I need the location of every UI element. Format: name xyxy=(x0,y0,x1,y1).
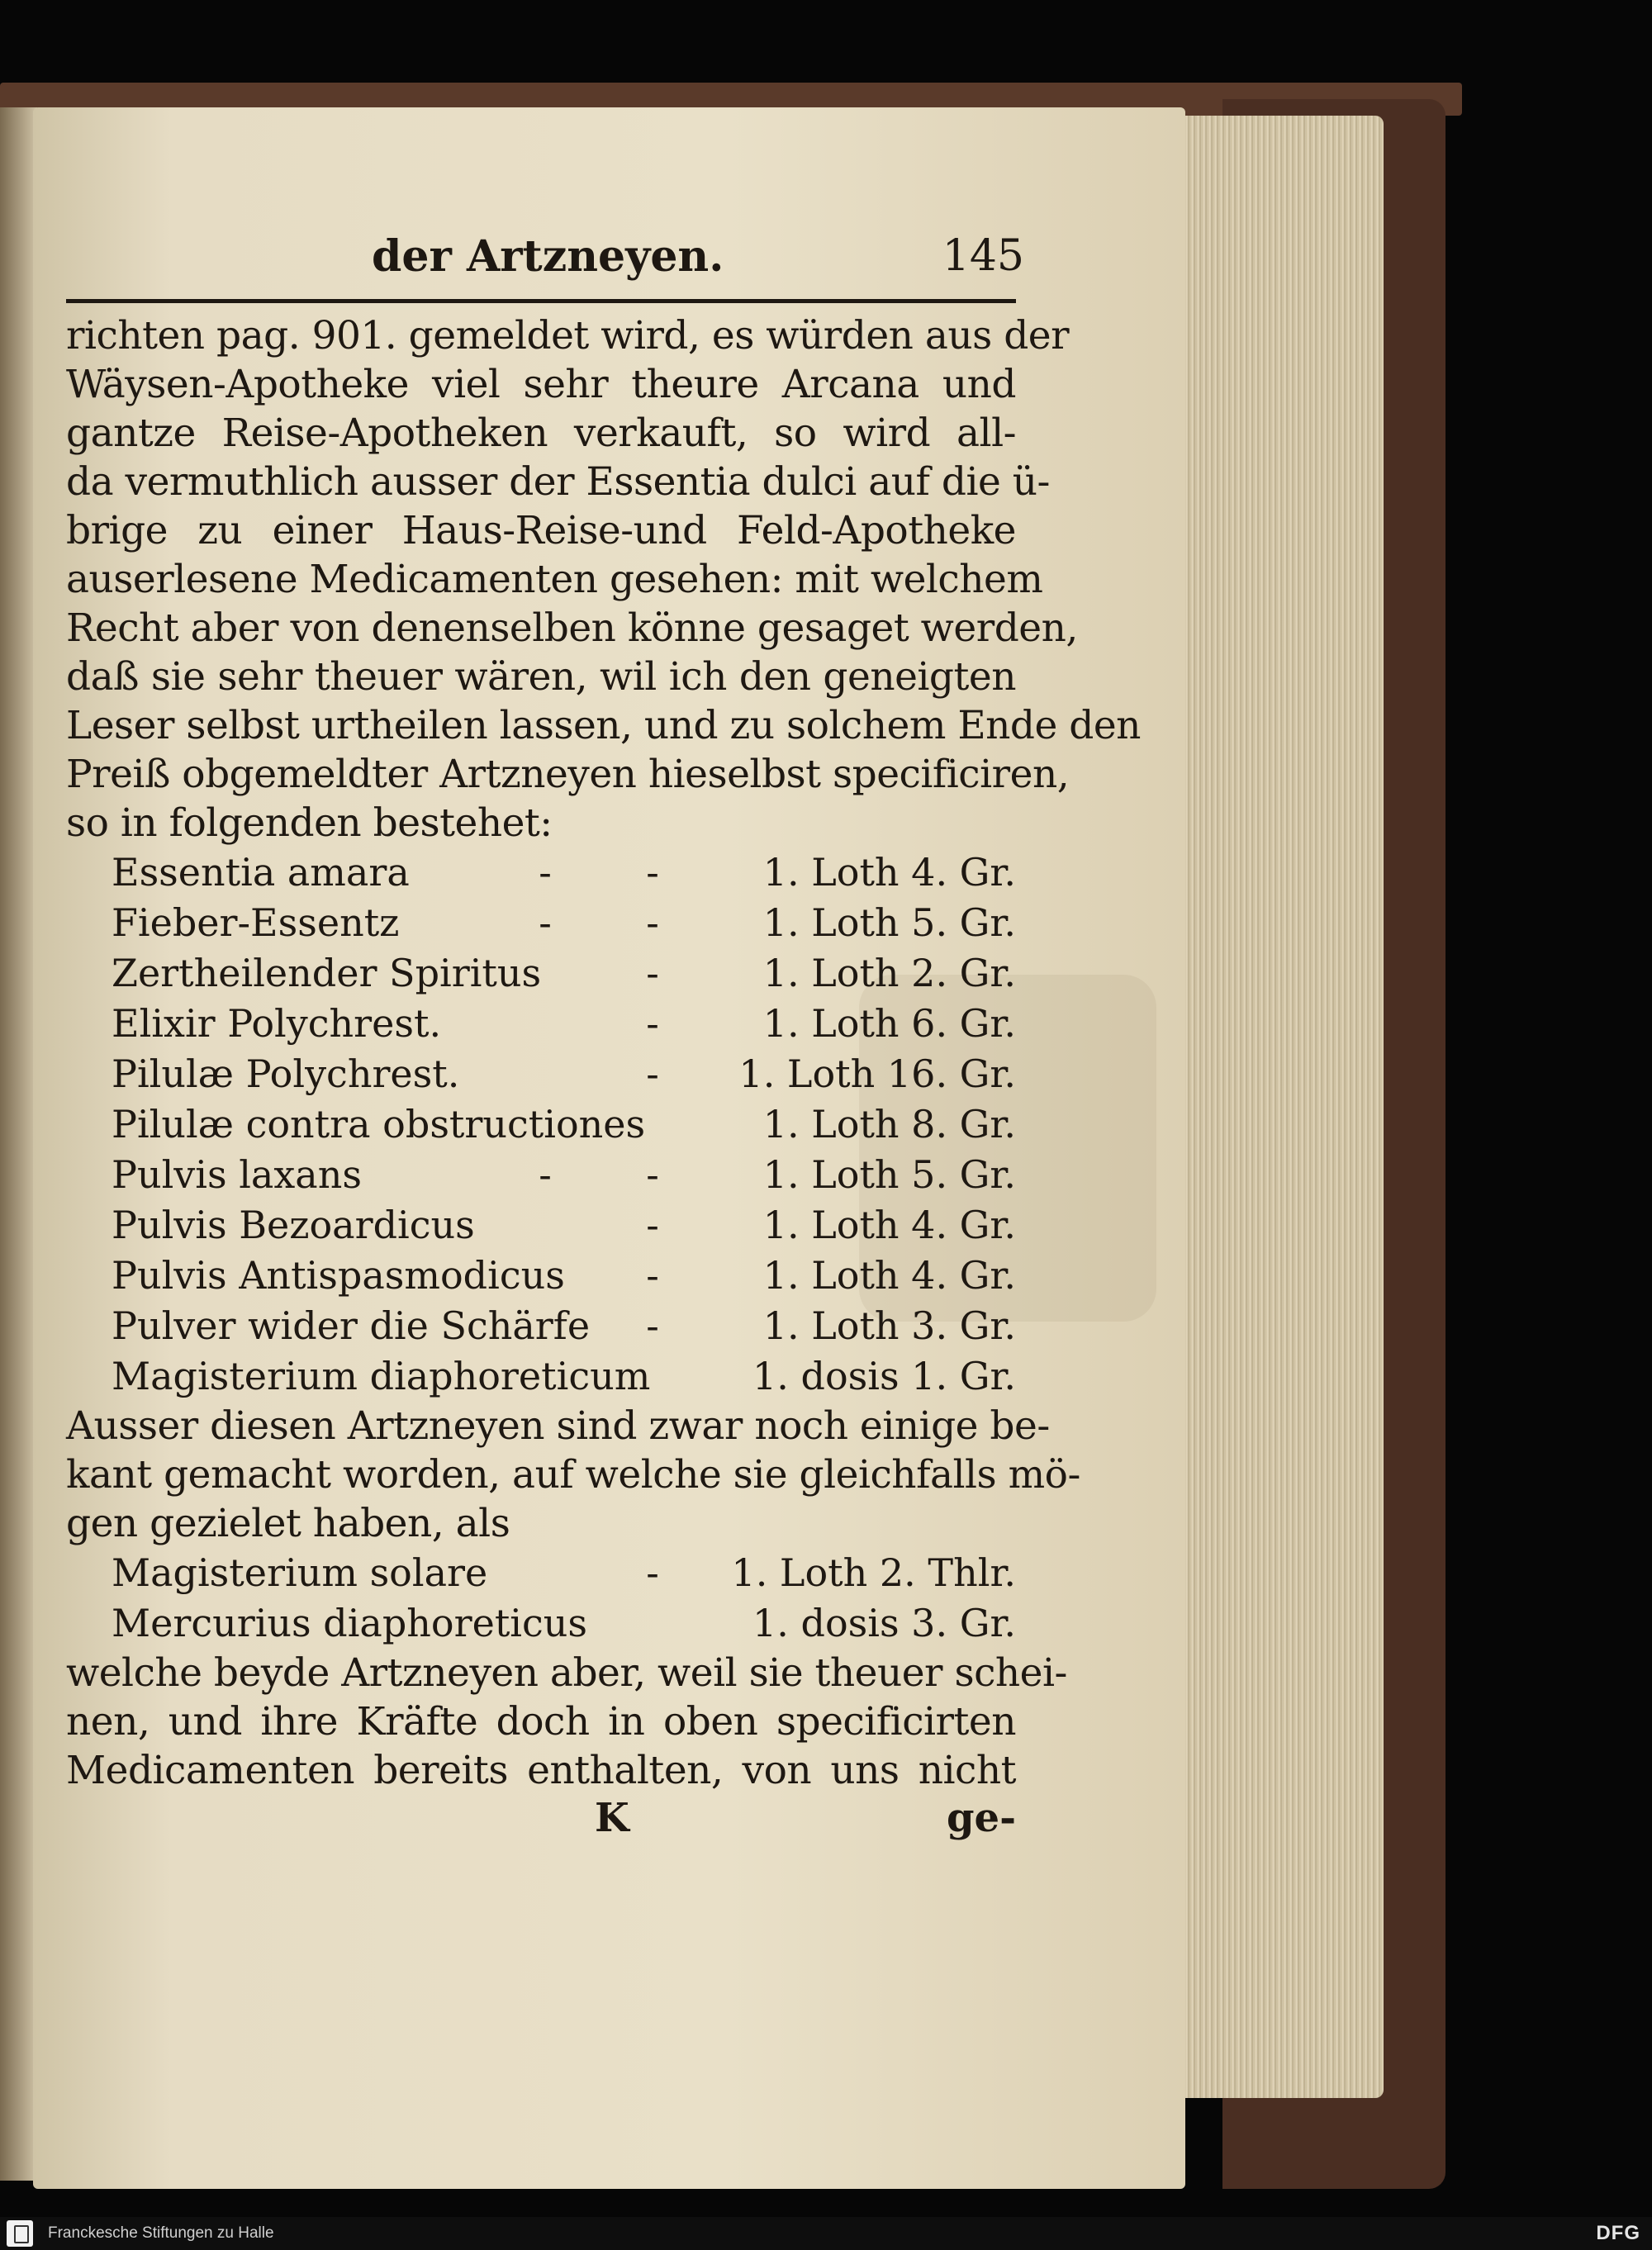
price-list-item xyxy=(66,999,1016,1049)
item-dash xyxy=(483,999,607,1049)
item-dash xyxy=(483,1548,607,1598)
item-dash: - xyxy=(646,850,659,895)
item-name: Pulvis Antispasmodicus xyxy=(112,1253,565,1298)
text-line: Leser selbst urtheilen lassen, und zu solchem Ende den xyxy=(66,703,1141,748)
item-dash: - xyxy=(646,1051,659,1096)
item-dash xyxy=(483,1598,607,1649)
text-line: Medicamenten bereits enthalten, von uns nicht xyxy=(66,1748,1016,1793)
extra-price-list xyxy=(66,1548,1016,1649)
page-text-block xyxy=(66,223,1141,1844)
library-logo-icon[interactable] xyxy=(7,2220,33,2247)
price-list-item xyxy=(66,1301,1016,1351)
running-title: der Artzneyen. xyxy=(372,231,724,282)
intro-paragraph xyxy=(66,311,1141,847)
text-line: kant gemacht worden, auf welche sie gleichfalls mö- xyxy=(66,1452,1080,1498)
item-name: Magisterium diaphoreticum xyxy=(112,1354,651,1398)
price-list-item xyxy=(66,898,1016,948)
item-name: Pulvis laxans xyxy=(112,1152,362,1197)
item-price: 1. Loth 5. Gr. xyxy=(762,1152,1016,1197)
item-dash xyxy=(483,1351,607,1402)
text-line: brige zu einer Haus-Reise-und Feld-Apotheke xyxy=(66,508,1016,553)
text-line: da vermuthlich ausser der Essentia dulci auf die ü- xyxy=(66,459,1050,505)
item-price: 1. Loth 6. Gr. xyxy=(762,1001,1016,1046)
price-list-item xyxy=(66,1049,1016,1099)
item-dash xyxy=(483,1301,607,1351)
text-line: nen, und ihre Kräfte doch in oben specificirten xyxy=(66,1699,1016,1744)
item-dash xyxy=(483,1251,607,1301)
item-name: Elixir Polychrest. xyxy=(112,1001,442,1046)
item-dash: - xyxy=(646,951,659,995)
signature-mark: K xyxy=(595,1795,629,1841)
text-line: gantze Reise-Apotheken verkauft, so wird all- xyxy=(66,411,1016,456)
item-price: 1. dosis 1. Gr. xyxy=(752,1354,1016,1398)
item-dash: - xyxy=(646,900,659,945)
text-line: richten pag. 901. gemeldet wird, es würden aus der xyxy=(66,313,1070,358)
price-list-item xyxy=(66,948,1016,999)
item-dash xyxy=(607,1351,698,1402)
item-price: 1. Loth 4. Gr. xyxy=(762,1253,1016,1298)
item-price: 1. Loth 16. Gr. xyxy=(738,1051,1016,1096)
running-head xyxy=(66,223,1024,297)
item-dash: - xyxy=(646,1001,659,1046)
item-dash xyxy=(607,1099,698,1150)
item-dash xyxy=(483,1099,607,1150)
item-dash xyxy=(483,948,607,999)
item-dash: - xyxy=(646,1253,659,1298)
item-price: 1. Loth 3. Gr. xyxy=(762,1303,1016,1348)
item-name: Pulver wider die Schärfe xyxy=(112,1303,591,1348)
item-dash: - xyxy=(646,1303,659,1348)
price-list-item xyxy=(66,1099,1016,1150)
item-name: Pulvis Bezoardicus xyxy=(112,1203,475,1247)
page-number: 145 xyxy=(942,231,1024,281)
item-name: Pilulæ Polychrest. xyxy=(112,1051,460,1096)
item-dash: - xyxy=(646,1152,659,1197)
price-list-item xyxy=(66,1200,1016,1251)
text-line: Ausser diesen Artzneyen sind zwar noch einige be- xyxy=(66,1403,1050,1449)
price-list-item xyxy=(66,1251,1016,1301)
text-line: Preiß obgemeldter Artzneyen hieselbst specificiren, xyxy=(66,752,1070,797)
price-list-item xyxy=(66,1598,1016,1649)
item-dash: - xyxy=(539,850,552,895)
item-dash: - xyxy=(646,1550,659,1595)
library-name[interactable]: Franckesche Stiftungen zu Halle xyxy=(48,2224,274,2242)
item-name: Mercurius diaphoreticus xyxy=(112,1601,588,1645)
item-price: 1. Loth 4. Gr. xyxy=(762,850,1016,895)
text-line: auserlesene Medicamenten gesehen: mit welchem xyxy=(66,557,1043,602)
item-price: 1. Loth 2. Gr. xyxy=(762,951,1016,995)
item-dash xyxy=(483,1200,607,1251)
price-list-item xyxy=(66,847,1016,898)
price-list-item xyxy=(66,1351,1016,1402)
item-dash xyxy=(607,1598,698,1649)
item-price: 1. Loth 5. Gr. xyxy=(762,900,1016,945)
facing-page-edge xyxy=(0,107,37,2181)
item-price: 1. Loth 2. Thlr. xyxy=(731,1550,1016,1595)
item-name: Fieber-Essentz xyxy=(112,900,400,945)
item-name: Zertheilender Spiritus xyxy=(112,951,542,995)
text-line: daß sie sehr theuer wären, wil ich den geneigten xyxy=(66,654,1016,700)
item-price: 1. Loth 4. Gr. xyxy=(762,1203,1016,1247)
item-price: 1. Loth 8. Gr. xyxy=(762,1102,1016,1146)
header-rule xyxy=(66,299,1016,303)
viewer-footer xyxy=(0,2217,1652,2250)
text-line: gen gezielet haben, als xyxy=(66,1501,510,1546)
text-line: Wäysen-Apotheke viel sehr theure Arcana und xyxy=(66,362,1016,407)
text-line: welche beyde Artzneyen aber, weil sie theuer schei- xyxy=(66,1650,1067,1696)
item-dash: - xyxy=(646,1203,659,1247)
item-name: Magisterium solare xyxy=(112,1550,488,1595)
item-dash: - xyxy=(539,1152,552,1197)
dfg-logo[interactable]: DFG xyxy=(1596,2222,1640,2244)
closing-paragraph xyxy=(66,1649,1067,1795)
price-list xyxy=(66,847,1016,1402)
item-dash: - xyxy=(539,900,552,945)
page-footer-marks xyxy=(66,1795,1016,1844)
item-name: Essentia amara xyxy=(112,850,410,895)
text-line: so in folgenden bestehet: xyxy=(66,800,553,846)
catchword: ge- xyxy=(946,1795,1016,1841)
item-name: Pilulæ contra obstructiones xyxy=(112,1102,646,1146)
price-list-item xyxy=(66,1150,1016,1200)
item-dash xyxy=(483,1049,607,1099)
price-list-item xyxy=(66,1548,1016,1598)
middle-paragraph xyxy=(66,1402,1080,1548)
text-line: Recht aber von denenselben könne gesaget werden, xyxy=(66,605,1078,651)
page-edges xyxy=(1173,116,1384,2098)
item-price: 1. dosis 3. Gr. xyxy=(752,1601,1016,1645)
